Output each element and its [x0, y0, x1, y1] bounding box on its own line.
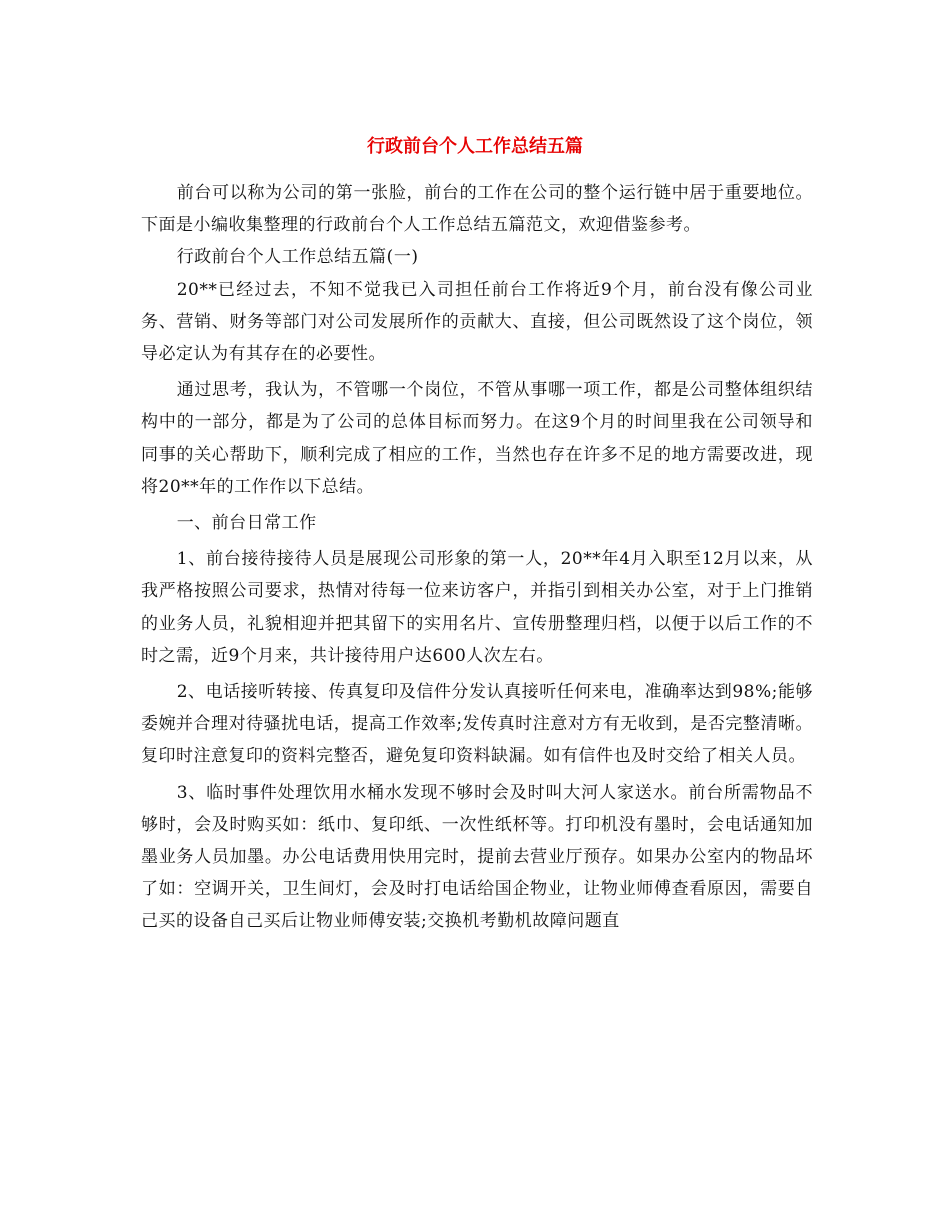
subsection-heading: 一、前台日常工作: [176, 513, 317, 534]
intro-paragraph: 前台可以称为公司的第一张脸，前台的工作在公司的整个运行链中居于重要地位。下面是小编收集整理的行政前台个人工作总结五篇范文，欢迎借鉴参考。: [141, 183, 813, 236]
body-paragraph: 通过思考，我认为，不管哪一个岗位，不管从事哪一项工作，都是公司整体组织结构中的一部分，都是为了公司的总体目标而努力。在这9个月的时间里我在公司领导和同事的关心帮助下，顺利完成了相应的工作，当然也存在许多不足的地方需要改进，现将20**年的工作作以下总结。: [141, 380, 813, 497]
list-item-paragraph: 1、前台接待接待人员是展现公司形象的第一人，20**年4月入职至12月以来，从我严格按照公司要求，热情对待每一位来访客户，并指引到相关办公室，对于上门推销的业务人员，礼貌相迎并把其留下的实用名片、宣传册整理归档，以便于以后工作的不时之需，近9个月来，共计接待用户达600人次左右。: [141, 549, 813, 666]
list-item-paragraph: 3、临时事件处理饮用水桶水发现不够时会及时叫大河人家送水。前台所需物品不够时，会及时购买如：纸巾、复印纸、一次性纸杯等。打印机没有墨时，会电话通知加墨业务人员加墨。办公电话费用快用完时，提前去营业厅预存。如果办公室内的物品坏了如：空调开关，卫生间灯，会及时打电话给国企物业，让物业师傅查看原因，需要自己买的设备自己买后让物业师傅安装;交换机考勤机故障问题直: [141, 782, 813, 932]
body-paragraph: 20**已经过去，不知不觉我已入司担任前台工作将近9个月，前台没有像公司业务、营销、财务等部门对公司发展所作的贡献大、直接，但公司既然设了这个岗位，领导必定认为有其存在的必要性。: [141, 279, 813, 365]
document-title: 行政前台个人工作总结五篇: [367, 136, 583, 157]
list-item-paragraph: 2、电话接听转接、传真复印及信件分发认真接听任何来电，准确率达到98%;能够委婉并合理对待骚扰电话，提高工作效率;发传真时注意对方有无收到，是否完整清晰。复印时注意复印的资料完整否，避免复印资料缺漏。如有信件也及时交给了相关人员。: [141, 682, 813, 767]
document-body: [141, 177, 813, 938]
section-heading: 行政前台个人工作总结五篇(一): [176, 247, 419, 268]
